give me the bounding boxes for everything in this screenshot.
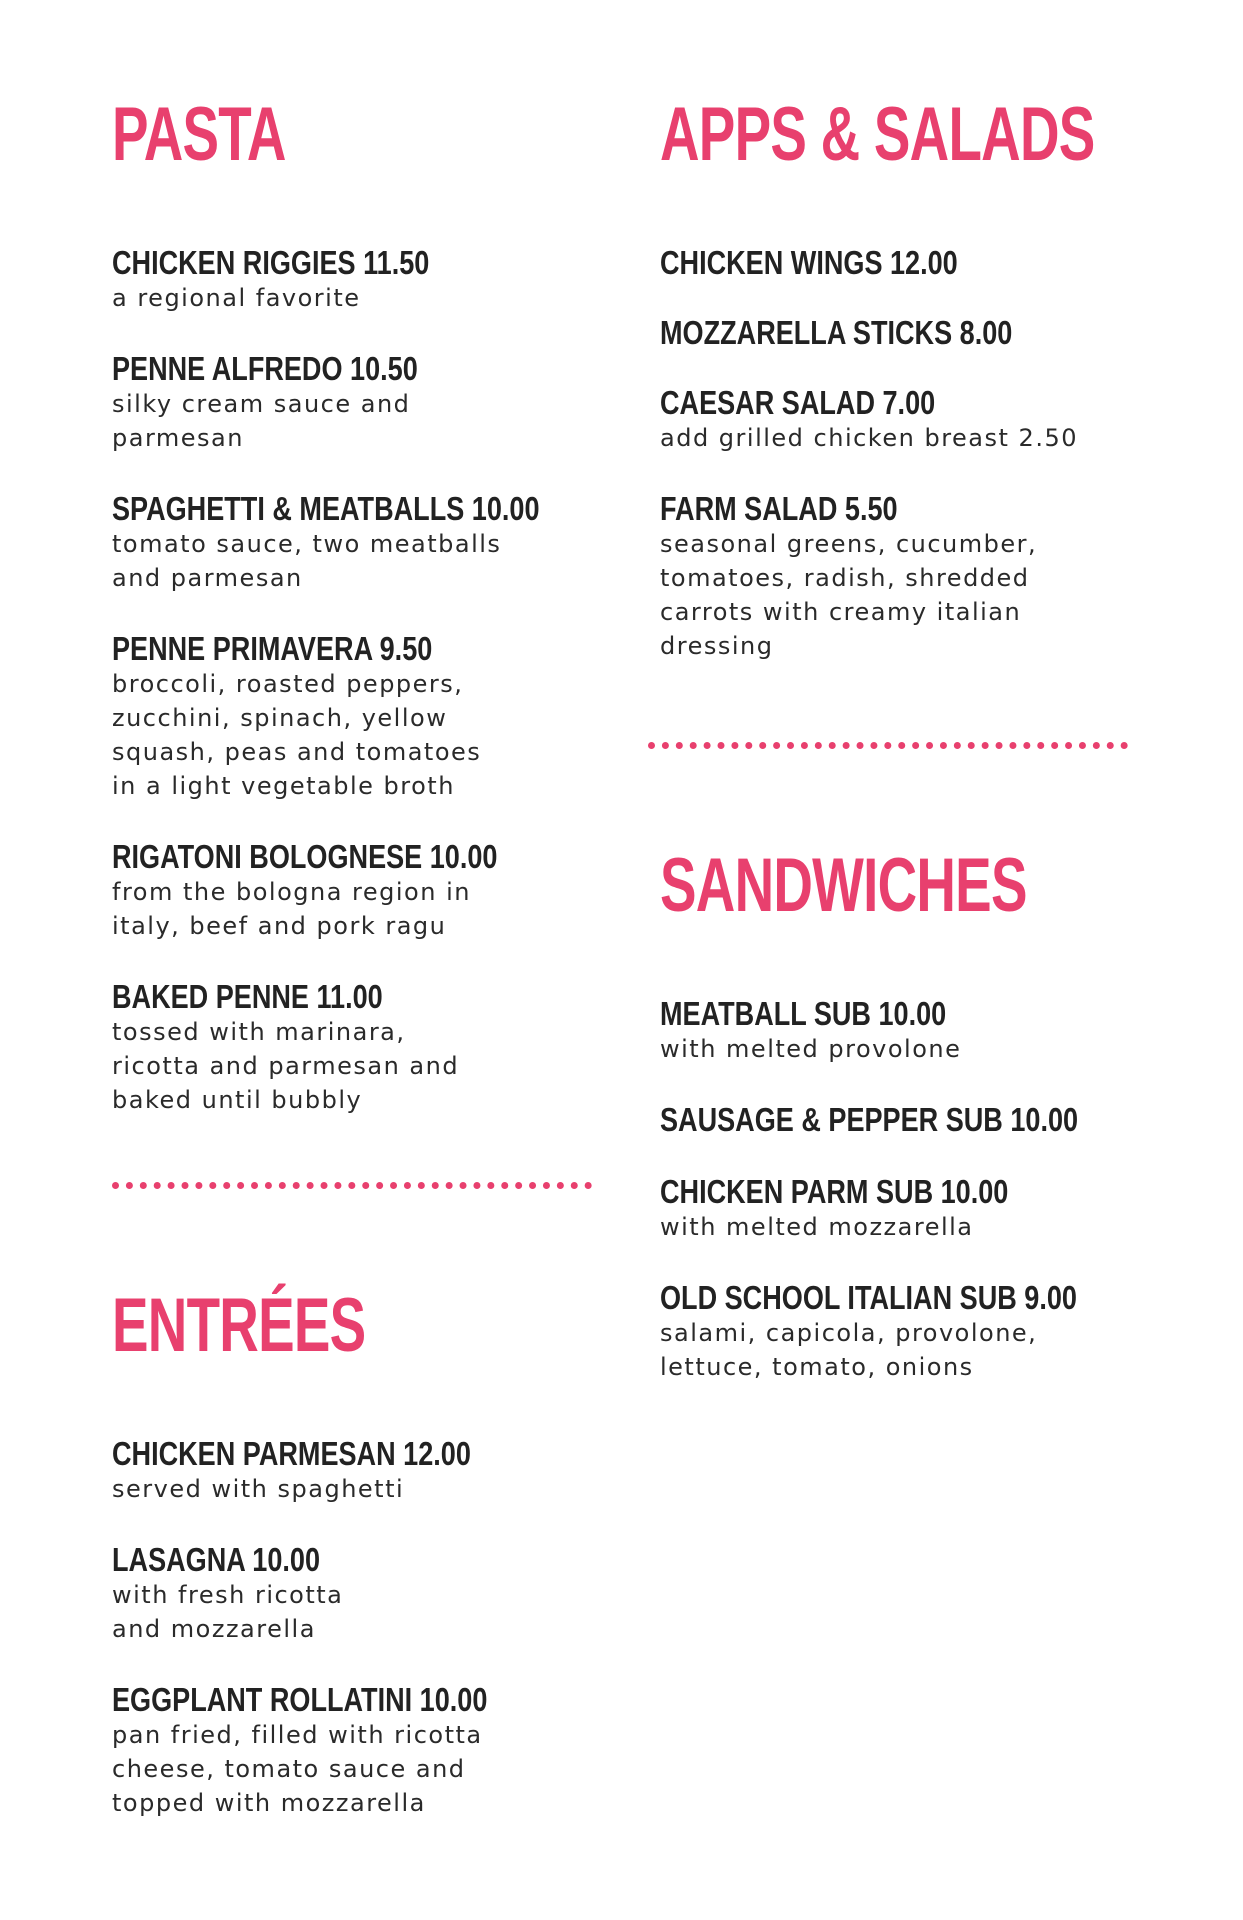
menu-item-description: a regional favorite	[112, 284, 361, 312]
menu-item-description: served with spaghetti	[112, 1475, 405, 1503]
menu-item-name: CHICKEN RIGGIES 11.50	[112, 244, 430, 281]
menu-item-name: MOZZARELLA STICKS 8.00	[660, 314, 1013, 351]
menu-item	[112, 1436, 612, 1506]
menu-item	[660, 1280, 1180, 1384]
menu-item-name: RIGATONI BOLOGNESE 10.00	[112, 838, 498, 875]
menu-item-name: CHICKEN PARM SUB 10.00	[660, 1173, 1009, 1210]
menu-item	[112, 245, 612, 315]
menu-item-description: salami, capicola, provolone, lettuce, tomato, onions	[660, 1319, 1038, 1381]
menu-item-name: BAKED PENNE 11.00	[112, 978, 383, 1015]
menu-item	[112, 631, 612, 803]
menu-item-name: SPAGHETTI & MEATBALLS 10.00	[112, 490, 540, 527]
menu-item	[660, 385, 1180, 455]
menu-item-name: SAUSAGE & PEPPER SUB 10.00	[660, 1101, 1079, 1138]
menu-item	[660, 245, 1180, 281]
menu-item	[660, 996, 1180, 1066]
menu-item-description: with melted mozzarella	[660, 1213, 974, 1241]
menu-item	[112, 1682, 612, 1820]
menu-item-description: broccoli, roasted peppers, zucchini, spinach, yellow squash, peas and tomatoes in a light vegetable broth	[112, 670, 482, 800]
pasta-section	[112, 92, 612, 1114]
apps-salads-section	[660, 92, 1180, 660]
menu-item	[112, 491, 612, 595]
menu-item-description: add grilled chicken breast 2.50	[660, 424, 1078, 452]
menu-item-description: from the bologna region in italy, beef and pork ragu	[112, 878, 471, 940]
dotted-divider	[648, 742, 1128, 749]
left-column	[112, 0, 612, 1920]
menu-item-name: LASAGNA 10.00	[112, 1541, 321, 1578]
menu-item	[660, 1174, 1180, 1244]
menu-item	[660, 491, 1180, 663]
menu-item	[112, 351, 612, 455]
sandwiches-items	[660, 996, 1180, 1420]
sandwiches-section	[660, 843, 1180, 1381]
menu-item-description: silky cream sauce and parmesan	[112, 390, 411, 452]
dotted-divider	[112, 1182, 592, 1189]
menu-item	[660, 315, 1180, 351]
menu-item-description: tossed with marinara, ricotta and parmesan and baked until bubbly	[112, 1018, 460, 1114]
menu-item-name: OLD SCHOOL ITALIAN SUB 9.00	[660, 1279, 1077, 1316]
menu-item-name: CHICKEN WINGS 12.00	[660, 244, 958, 281]
menu-item	[112, 839, 612, 943]
menu-item	[660, 1102, 1180, 1138]
entrees-items	[112, 1436, 612, 1856]
menu-item-description: with fresh ricotta and mozzarella	[112, 1581, 344, 1643]
menu-item	[112, 979, 612, 1117]
pasta-title: PASTA	[112, 92, 286, 177]
menu-item-description: with melted provolone	[660, 1035, 962, 1063]
menu-item-description: tomato sauce, two meatballs and parmesan	[112, 530, 502, 592]
apps-salads-items	[660, 245, 1180, 699]
menu-item-name: PENNE PRIMAVERA 9.50	[112, 630, 433, 667]
menu-item-name: PENNE ALFREDO 10.50	[112, 350, 418, 387]
menu-item	[112, 1542, 612, 1646]
menu-item-description: pan fried, filled with ricotta cheese, tomato sauce and topped with mozzarella	[112, 1721, 483, 1817]
menu-item-description: seasonal greens, cucumber, tomatoes, radish, shredded carrots with creamy italian dressing	[660, 530, 1038, 660]
apps-salads-title: APPS & SALADS	[660, 92, 1095, 177]
menu-item-name: MEATBALL SUB 10.00	[660, 995, 947, 1032]
sandwiches-title: SANDWICHES	[660, 843, 1027, 928]
pasta-items	[112, 245, 612, 1153]
menu-item-name: FARM SALAD 5.50	[660, 490, 898, 527]
menu-item-name: CAESAR SALAD 7.00	[660, 384, 936, 421]
right-column	[660, 0, 1180, 1920]
menu-item-name: CHICKEN PARMESAN 12.00	[112, 1435, 471, 1472]
menu-item-name: EGGPLANT ROLLATINI 10.00	[112, 1681, 488, 1718]
entrees-title: ENTRÉES	[112, 1283, 366, 1368]
entrees-section	[112, 1283, 612, 1817]
